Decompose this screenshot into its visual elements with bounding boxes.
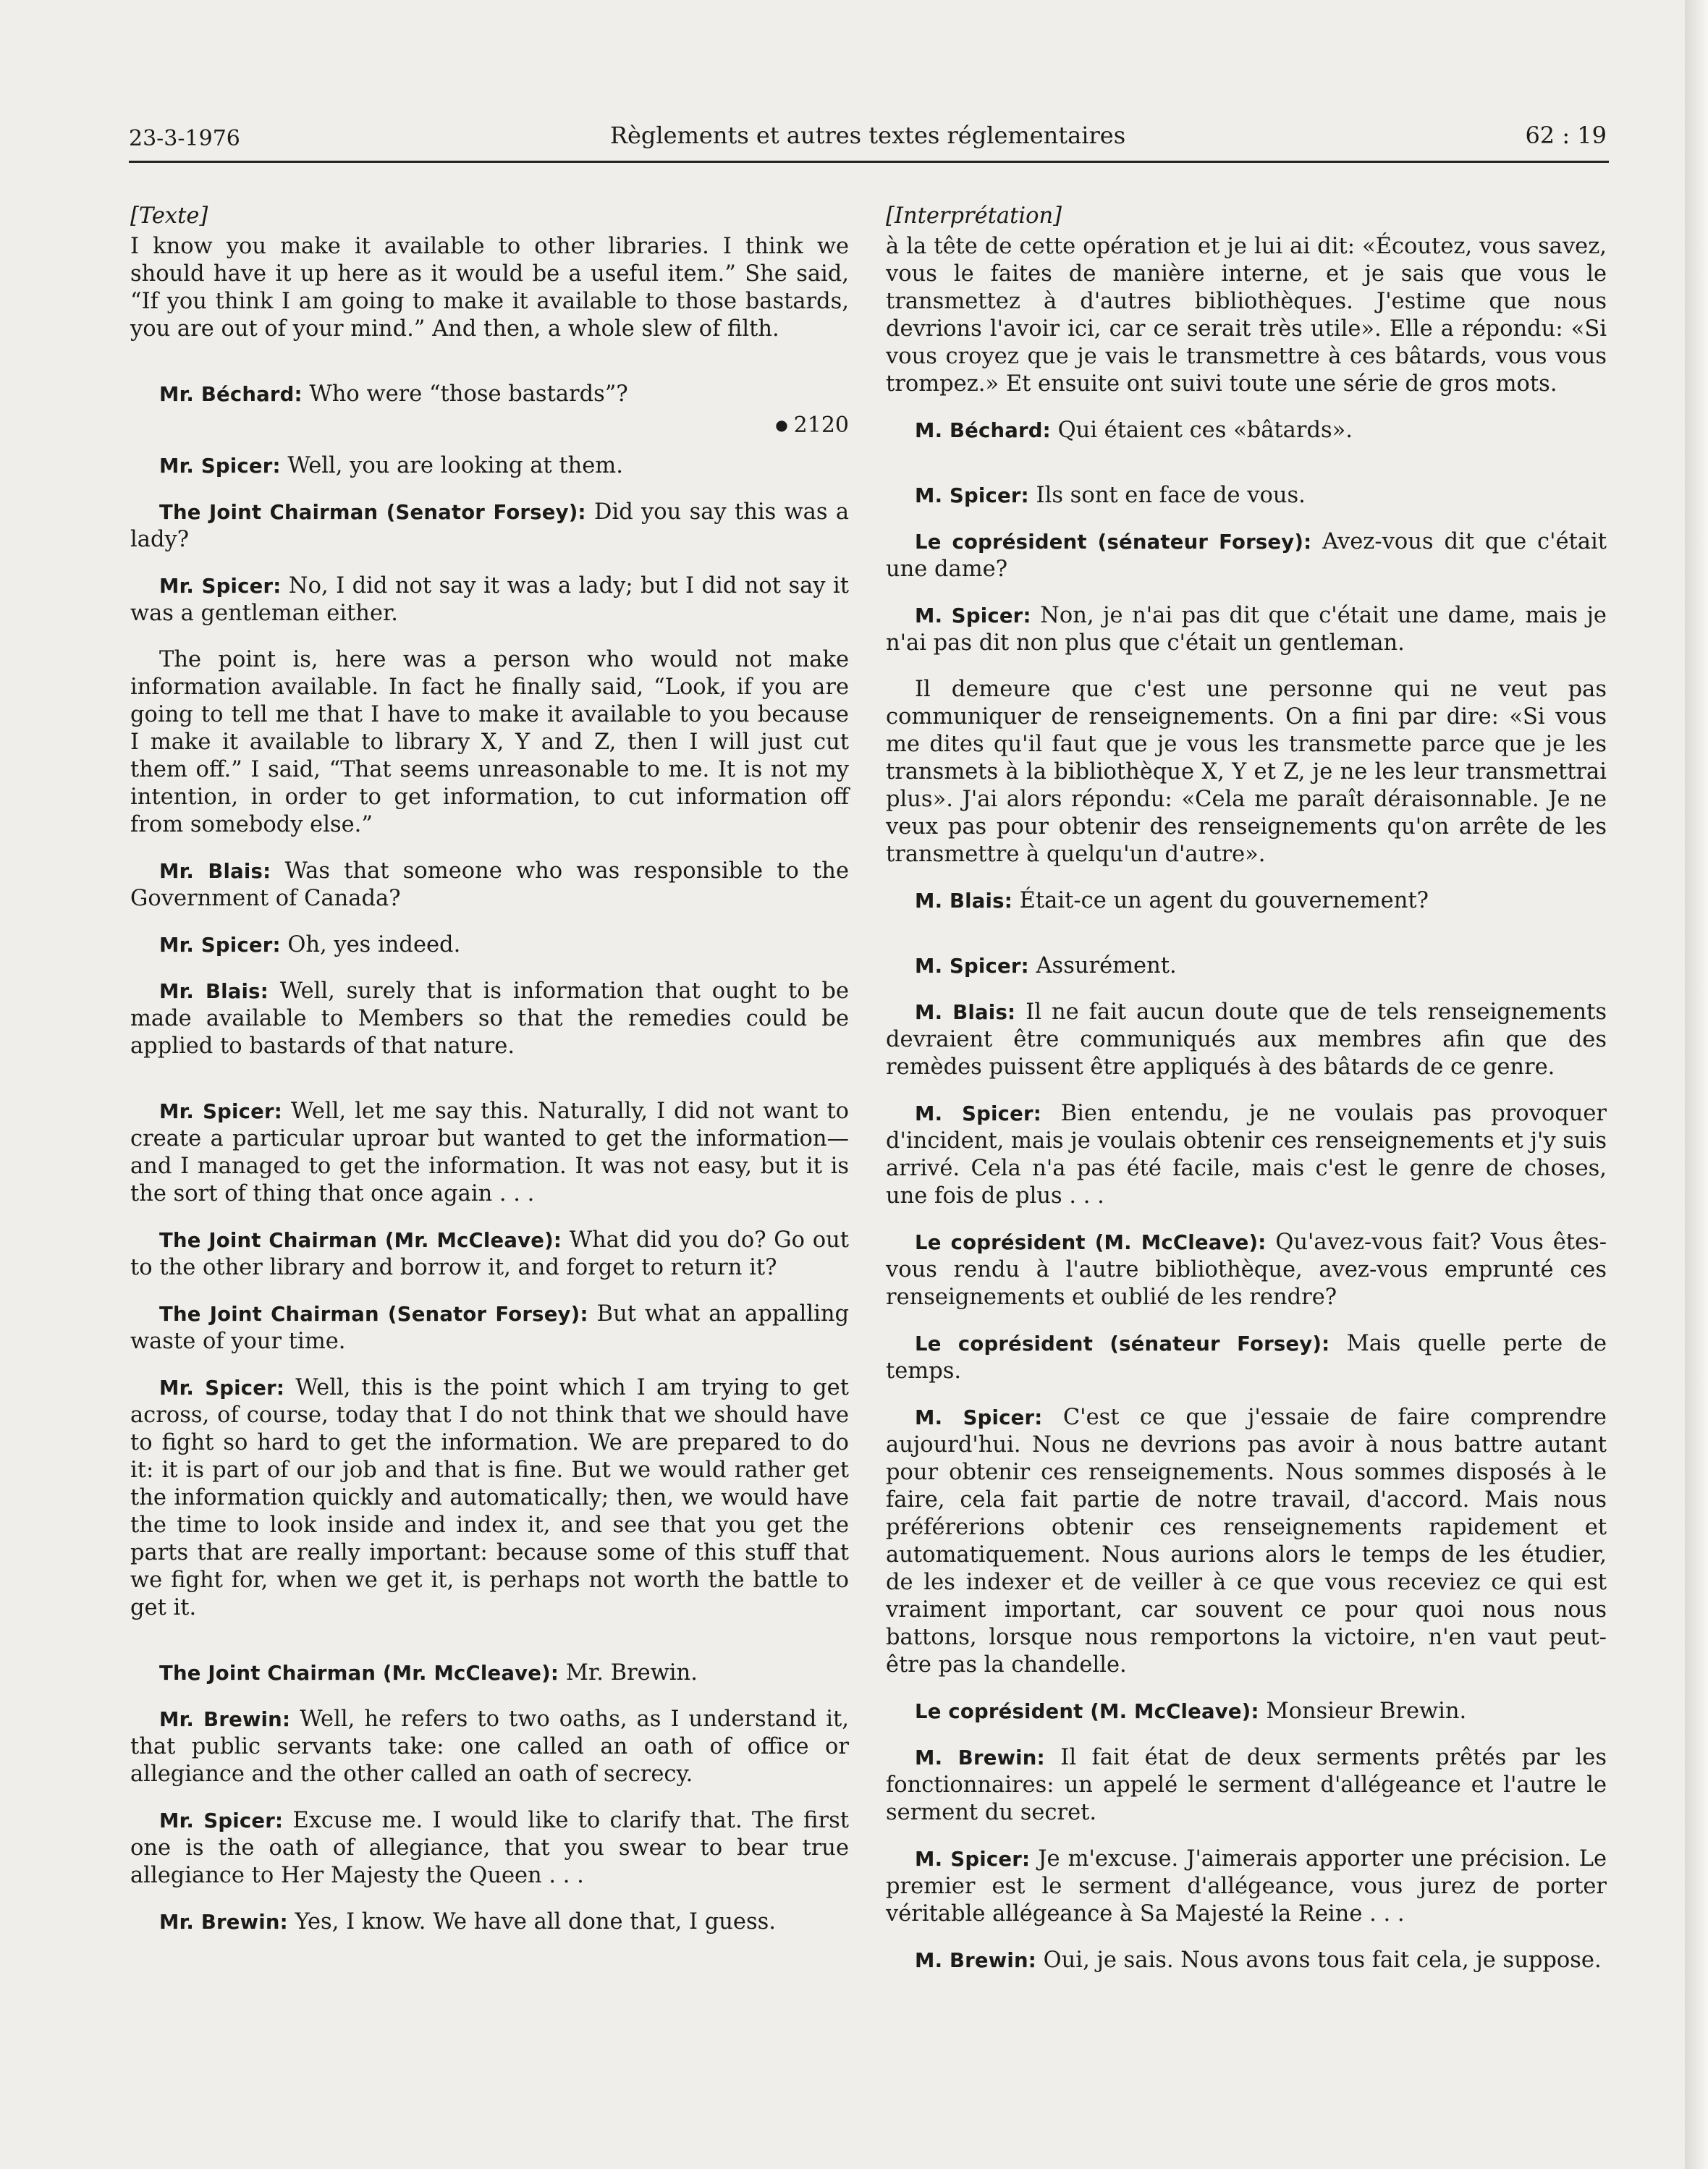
speaker: M. Brewin:: [915, 1949, 1036, 1972]
speaker: Mr. Spicer:: [159, 454, 281, 478]
speaker: Mr. Spicer:: [159, 575, 282, 598]
paragraph: Mr. Brewin: Yes, I know. We have all done that, I guess.: [159, 1909, 776, 1935]
paragraph: Mr. Spicer: Well, you are looking at them.: [159, 453, 623, 478]
speaker: Mr. Brewin:: [159, 1708, 291, 1731]
paragraph: Le coprésident (sénateur Forsey): Avez-vous dit que c'était une dame?: [886, 529, 1607, 582]
speaker: Mr. Brewin:: [159, 1911, 288, 1934]
paragraph: M. Brewin: Oui, je sais. Nous avons tous fait cela, je suppose.: [915, 1948, 1602, 1973]
paragraph: Mr. Spicer: No, I did not say it was a lady; but I did not say it was a gentleman either.: [130, 573, 849, 626]
speaker: Mr. Blais:: [159, 980, 269, 1003]
speaker: M. Blais:: [915, 1001, 1016, 1024]
paragraph: M. Spicer: Non, je n'ai pas dit que c'était une dame, mais je n'ai pas dit non plus que c'était un gentleman.: [886, 603, 1607, 656]
paragraph: Le coprésident (M. McCleave): Monsieur Brewin.: [915, 1699, 1467, 1724]
paragraph: I know you make it available to other libraries. I think we should have it up here as it would be a useful item.” She said, “If you think I am going to make it available to those bastards, you are out of your mind.” And then, a whole slew of filth.: [130, 234, 849, 342]
paragraph: Mr. Spicer: Oh, yes indeed.: [159, 932, 461, 957]
speaker: Mr. Béchard:: [159, 383, 303, 406]
speaker: M. Blais:: [915, 889, 1012, 913]
paragraph: M. Spicer: Ils sont en face de vous.: [915, 483, 1306, 508]
speaker: The Joint Chairman (Mr. McCleave):: [159, 1662, 559, 1685]
paragraph: Mr. Blais: Well, surely that is information that ought to be made available to Members so that the remedies could be applied to bastards of that nature.: [130, 978, 850, 1059]
bullet-icon: ●: [775, 416, 788, 434]
speaker: Mr. Spicer:: [159, 934, 281, 957]
paragraph: The point is, here was a person who would not make information available. In fact he finally said, “Look, if you are going to tell me that I have to make it available to you because I make it available to library X, Y and Z, then I will just cut them off.” I said, “That seems unreasonable to me. It is not my intention, in order to get information, to cut information off from somebody else.”: [130, 647, 849, 837]
paragraph: Mr. Spicer: Well, this is the point which I am trying to get across, of course, today that I do not think that we should have to fight so hard to get the information. We are prepared to do it: it is part of our job and that is fine. But we would rather get the information quickly and automatically; then, we would have the time to look inside and index it, and see that you get the parts that are really important: because some of this stuff that we fight for, when we get it, is perhaps not worth the battle to get it.: [130, 1375, 849, 1620]
paragraph: Mr. Béchard: Who were “those bastards”?: [159, 381, 628, 407]
paragraph: The Joint Chairman (Mr. McCleave): What did you do? Go out to the other library and borrow it, and forget to return it?: [130, 1227, 849, 1280]
column-label: [Interprétation]: [886, 203, 1062, 229]
column-label: [Texte]: [130, 203, 208, 229]
speaker: M. Spicer:: [915, 1102, 1041, 1125]
speaker: Mr. Spicer:: [159, 1100, 282, 1123]
page-edge: [1685, 0, 1708, 2169]
speaker: M. Béchard:: [915, 419, 1051, 442]
speaker: Mr. Spicer:: [159, 1377, 285, 1400]
header-date: 23-3-1976: [129, 126, 240, 151]
speaker: Le coprésident (M. McCleave):: [915, 1700, 1259, 1723]
speaker: Mr. Blais:: [159, 860, 271, 883]
paragraph: M. Spicer: Je m'excuse. J'aimerais apporter une précision. Le premier est le serment d'allégeance, vous jurez de porter véritable allégeance à Sa Majesté la Reine . . .: [886, 1846, 1607, 1927]
speaker: The Joint Chairman (Senator Forsey):: [159, 1303, 588, 1326]
paragraph: à la tête de cette opération et je lui ai dit: «Écoutez, vous savez, vous le faites de manière interne, et je sais que vous le transmettez à d'autres bibliothèques. J'estime que nous devrions l'avoir ici, car ce serait très utile». Elle a répondu: «Si vous croyez que je vais le transmettre à ces bâtards, vous vous trompez.» Et ensuite ont suivi toute une série de gros mots.: [886, 234, 1607, 397]
paragraph: Mr. Brewin: Well, he refers to two oaths, as I understand it, that public servants take: one called an oath of office or allegiance and the other called an oath of secrecy.: [130, 1707, 849, 1787]
speaker: M. Brewin:: [915, 1746, 1045, 1770]
speaker: Mr. Spicer:: [159, 1809, 284, 1832]
speaker: Le coprésident (sénateur Forsey):: [915, 530, 1312, 554]
paragraph: The Joint Chairman (Mr. McCleave): Mr. Brewin.: [159, 1660, 698, 1686]
paragraph: Mr. Spicer: Well, let me say this. Naturally, I did not want to create a particular uproar but wanted to get the information—and I managed to get the information. It was not easy, but it is the sort of thing that once again . . .: [130, 1099, 849, 1206]
time-marker: ● 2120: [775, 413, 849, 438]
english-column: [130, 203, 849, 1955]
header-page-number: 62 : 19: [1525, 122, 1607, 149]
paragraph: M. Blais: Était-ce un agent du gouvernement?: [915, 888, 1429, 913]
paragraph: M. Béchard: Qui étaient ces «bâtards».: [915, 418, 1353, 443]
paragraph: M. Brewin: Il fait état de deux serments prêtés par les fonctionnaires: un appelé le serment d'allégeance et l'autre le serment du secret.: [886, 1745, 1607, 1825]
paragraph: Mr. Spicer: Excuse me. I would like to clarify that. The first one is the oath of allegiance, that you swear to bear true allegiance to Her Majesty the Queen . . .: [130, 1808, 849, 1888]
paragraph: M. Spicer: Assurément.: [915, 953, 1177, 978]
speaker: The Joint Chairman (Mr. McCleave):: [159, 1229, 562, 1252]
paragraph: The Joint Chairman (Senator Forsey): Did you say this was a lady?: [130, 499, 850, 552]
paragraph: M. Spicer: C'est ce que j'essaie de faire comprendre aujourd'hui. Nous ne devrions pas avoir à nous battre autant pour obtenir ces renseignements. Nous sommes disposés à le faire, cela fait partie de notre travail, d'accord. Mais nous préférerions obtenir ces renseignements rapidement et automatiquement. Nous aurions alors le temps de les étudier, de les indexer et de veiller à ce que vous receviez ce qui est vraiment important, car souvent ce pour quoi nous nous battons, lorsque nous remportons la victoire, n'en vaut peut-être pas la chandelle.: [886, 1405, 1607, 1678]
speaker: Le coprésident (sénateur Forsey):: [915, 1332, 1330, 1356]
paragraph: M. Spicer: Bien entendu, je ne voulais pas provoquer d'incident, mais je voulais obtenir ces renseignements et j'y suis arrivé. Cela n'a pas été facile, mais c'est le genre de choses, une fois de plus . . .: [886, 1101, 1607, 1209]
paragraph: Il demeure que c'est une personne qui ne veut pas communiquer de renseignements. On a fini par dire: «Si vous me dites qu'il faut que je vous les transmette parce que je les transmets à la bibliothèque X, Y et Z, je ne les leur transmettrai plus». J'ai alors répondu: «Cela me paraît déraisonnable. Je ne veux pas pour obtenir des renseignements qu'on arrête de les transmettre à quelqu'un d'autre».: [886, 677, 1607, 867]
paragraph: Mr. Blais: Was that someone who was responsible to the Government of Canada?: [130, 858, 849, 911]
header-rule: [129, 161, 1609, 163]
speaker: M. Spicer:: [915, 1848, 1031, 1871]
speaker: M. Spicer:: [915, 955, 1029, 978]
paragraph: The Joint Chairman (Senator Forsey): But what an appalling waste of your time.: [130, 1301, 849, 1354]
french-column: [886, 203, 1607, 1993]
speaker: M. Spicer:: [915, 604, 1031, 627]
speaker: M. Spicer:: [915, 1406, 1043, 1429]
speaker: Le coprésident (M. McCleave):: [915, 1231, 1267, 1254]
speaker: The Joint Chairman (Senator Forsey):: [159, 501, 586, 524]
paragraph: M. Blais: Il ne fait aucun doute que de tels renseignements devraient être communiqués aux membres afin que des remèdes puissent être appliqués à des bâtards de ce genre.: [886, 999, 1607, 1080]
speaker: M. Spicer:: [915, 484, 1029, 507]
header-title: Règlements et autres textes réglementaires: [609, 122, 1126, 149]
paragraph: Le coprésident (sénateur Forsey): Mais quelle perte de temps.: [886, 1331, 1607, 1384]
page-header: [129, 122, 1607, 162]
paragraph: Le coprésident (M. McCleave): Qu'avez-vous fait? Vous êtes-vous rendu à l'autre bibliothèque, avez-vous emprunté ces renseignements et oublié de les rendre?: [886, 1230, 1607, 1310]
